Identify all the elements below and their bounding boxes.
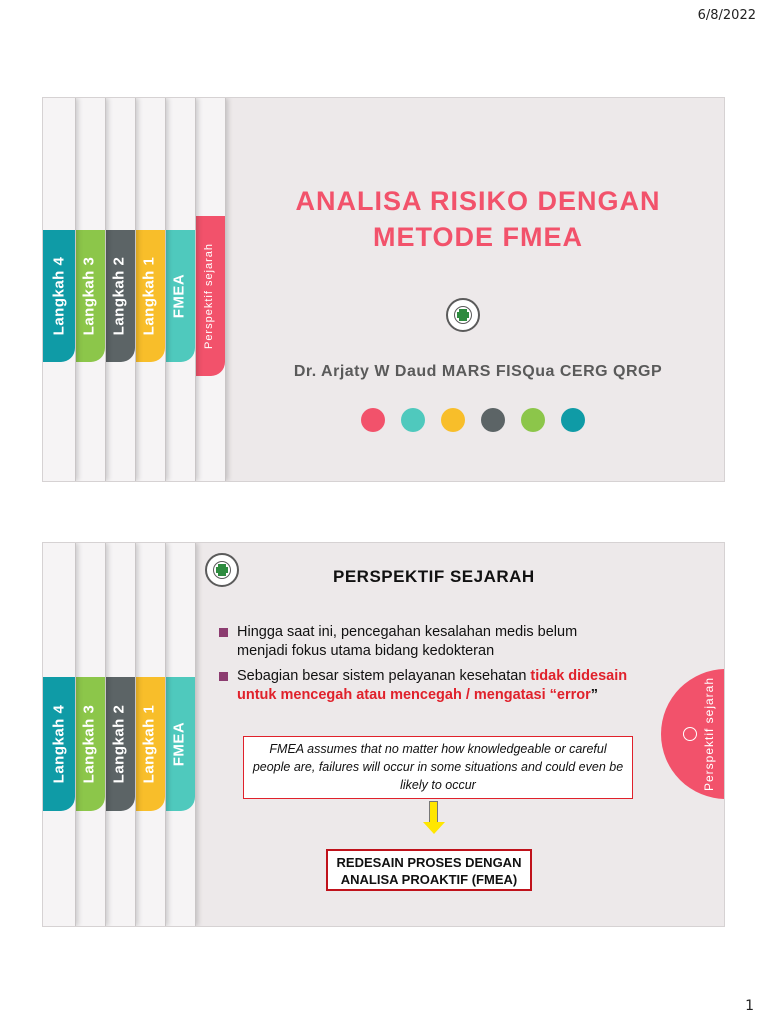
title-line-2: METODE FMEA	[372, 222, 583, 252]
lightbulb-icon	[683, 727, 697, 741]
bullet-square-icon	[219, 672, 228, 681]
perspektif-sejarah-slide	[42, 542, 725, 927]
dot-turquoise	[401, 408, 425, 432]
fmea-quote-box: FMEA assumes that no matter how knowledgeable or careful people are, failures will occur in some situations and could even be likely to occur	[243, 736, 633, 799]
tab-label: Langkah 1	[140, 256, 158, 336]
tab-band	[103, 230, 135, 362]
tab-label: Langkah 4	[50, 256, 68, 336]
page-date: 6/8/2022	[697, 8, 756, 23]
tab-band	[73, 230, 105, 362]
bullet-square-icon	[219, 628, 228, 637]
tab-langkah-3[interactable]	[73, 98, 106, 481]
hospital-logo-icon	[205, 553, 239, 587]
tab-band	[163, 230, 195, 362]
tab-perspektif-sejarah[interactable]	[193, 98, 226, 481]
bullet-end-quote: ”	[590, 687, 598, 703]
tab-band	[73, 677, 105, 811]
bullet-item	[219, 667, 629, 705]
bullet-item	[219, 623, 629, 661]
color-dots	[361, 408, 585, 432]
dot-gray	[481, 408, 505, 432]
tab-langkah-2[interactable]	[103, 98, 136, 481]
dot-green	[521, 408, 545, 432]
author-name: Dr. Arjaty W Daud MARS FISQua CERG QRGP	[293, 363, 663, 380]
section-badge	[661, 669, 725, 799]
tab-langkah-1[interactable]	[133, 543, 166, 926]
bullet-text: Sebagian besar sistem pelayanan kesehatan	[237, 668, 531, 684]
tab-langkah-3[interactable]	[73, 543, 106, 926]
tab-label: Langkah 2	[110, 704, 128, 784]
tab-band	[43, 230, 75, 362]
slide-title	[243, 183, 713, 255]
down-arrow-icon	[429, 801, 438, 823]
hospital-logo-icon	[446, 298, 480, 332]
tab-band	[103, 677, 135, 811]
bullet-list	[219, 623, 629, 711]
tab-label: Langkah 3	[80, 704, 98, 784]
tab-band	[43, 677, 75, 811]
tab-band	[133, 677, 165, 811]
result-line-2: ANALISA PROAKTIF (FMEA)	[340, 872, 518, 887]
tab-band	[193, 216, 225, 376]
tab-band	[133, 230, 165, 362]
result-box	[326, 849, 532, 891]
dot-teal	[561, 408, 585, 432]
tab-label: Langkah 2	[110, 256, 128, 336]
dot-yellow	[441, 408, 465, 432]
tab-label: Langkah 1	[140, 704, 158, 784]
tab-langkah-1[interactable]	[133, 98, 166, 481]
tab-fmea[interactable]	[163, 543, 196, 926]
tab-langkah-2[interactable]	[103, 543, 136, 926]
tab-band	[163, 677, 195, 811]
dot-red	[361, 408, 385, 432]
tab-label: Perspektif sejarah	[203, 242, 215, 350]
tab-label: Langkah 3	[80, 256, 98, 336]
title-line-1: ANALISA RISIKO DENGAN	[295, 186, 661, 216]
tab-langkah-4[interactable]	[43, 98, 76, 481]
down-arrow-head	[423, 822, 445, 834]
tab-label: Langkah 4	[50, 704, 68, 784]
bullet-text: Hingga saat ini, pencegahan kesalahan medis belum menjadi fokus utama bidang kedokteran	[237, 624, 578, 659]
tab-langkah-4[interactable]	[43, 543, 76, 926]
tab-label: FMEA	[170, 721, 188, 767]
result-line-1: REDESAIN PROSES DENGAN	[336, 855, 522, 870]
tab-label: FMEA	[170, 273, 188, 319]
slide-heading: PERSPEKTIF SEJARAH	[333, 567, 535, 586]
title-slide	[42, 97, 725, 482]
page-number: 1	[745, 998, 754, 1014]
section-badge-label: Perspektif sejarah	[702, 676, 716, 792]
tab-fmea[interactable]	[163, 98, 196, 481]
bullet-highlight: tidak didesain untuk mencegah atau mencegah / mengatasi “error	[237, 668, 628, 703]
